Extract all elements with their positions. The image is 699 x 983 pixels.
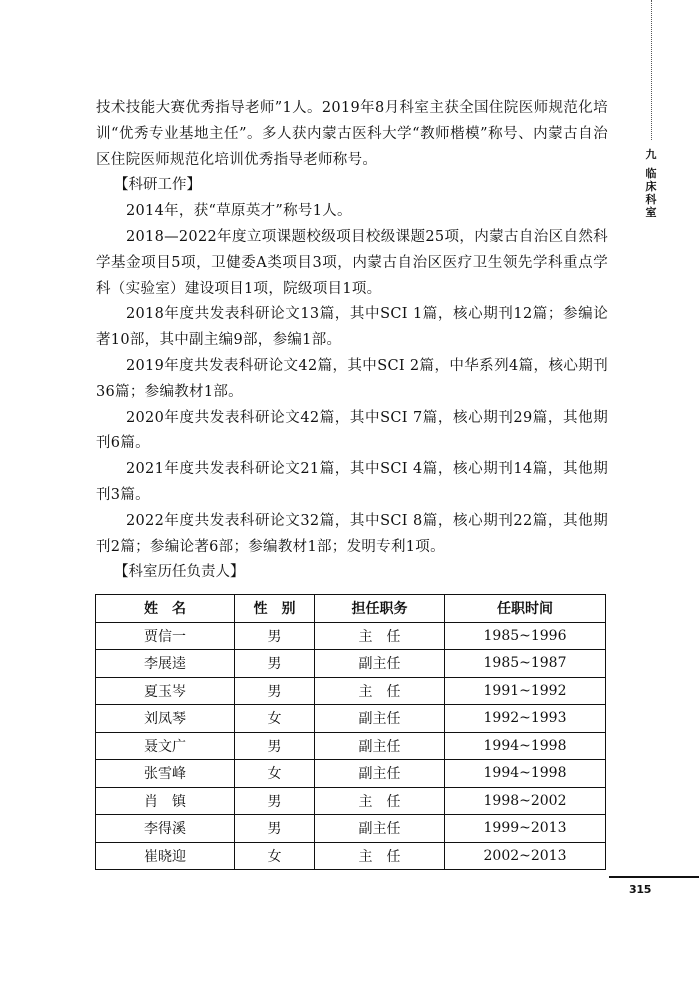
cell-name: 夏玉岑	[96, 677, 235, 705]
cell-position: 主 任	[315, 622, 445, 650]
cell-term: 1985~1996	[445, 622, 606, 650]
table-header-row	[96, 595, 606, 623]
header-name: 姓 名	[96, 595, 235, 623]
cell-gender: 男	[235, 622, 315, 650]
chapter-side-tab	[642, 148, 660, 219]
cell-term: 1998~2002	[445, 787, 606, 815]
chapter-title-char: 室	[645, 206, 657, 219]
cell-name: 崔晓迎	[96, 842, 235, 870]
cell-position: 主 任	[315, 842, 445, 870]
cell-name: 贾信一	[96, 622, 235, 650]
cell-term: 1991~1992	[445, 677, 606, 705]
chapter-title-char: 临	[645, 167, 657, 180]
cell-name: 肖 镇	[96, 787, 235, 815]
cell-term: 1992~1993	[445, 705, 606, 733]
table-row	[96, 787, 606, 815]
research-paragraph: 2018—2022年度立项课题校级项目校级课题25项，内蒙古自治区自然科学基金项目5项，卫健委A类项目3项，内蒙古自治区医疗卫生领先学科重点学科（实验室）建设项目1项，院级项目1项。	[96, 228, 608, 297]
cell-position: 副主任	[315, 815, 445, 843]
cell-term: 1994~1998	[445, 732, 606, 760]
chapter-title-char: 床	[645, 180, 657, 193]
cell-term: 1994~1998	[445, 760, 606, 788]
table-row	[96, 732, 606, 760]
research-paragraph: 2014年，获“草原英才”称号1人。	[126, 203, 352, 220]
cell-position: 副主任	[315, 705, 445, 733]
cell-position: 主 任	[315, 787, 445, 815]
cell-name: 李展逵	[96, 650, 235, 678]
leaders-heading: 【科室历任负责人】	[114, 564, 245, 581]
header-position: 担任职务	[315, 595, 445, 623]
cell-gender: 男	[235, 732, 315, 760]
leaders-table	[95, 594, 606, 870]
research-paragraph: 2022年度共发表科研论文32篇，其中SCI 8篇，核心期刊22篇，其他期刊2篇；参编论著6部；参编教材1部；发明专利1项。	[96, 512, 608, 555]
research-paragraph: 2019年度共发表科研论文42篇，其中SCI 2篇，中华系列4篇，核心期刊36篇；参编教材1部。	[96, 357, 608, 400]
cell-position: 主 任	[315, 677, 445, 705]
research-paragraph: 2021年度共发表科研论文21篇，其中SCI 4篇，核心期刊14篇，其他期刊3篇。	[96, 461, 608, 503]
cell-name: 刘凤琴	[96, 705, 235, 733]
table-row	[96, 622, 606, 650]
cell-name: 聂文广	[96, 732, 235, 760]
cell-gender: 男	[235, 815, 315, 843]
cell-term: 1999~2013	[445, 815, 606, 843]
research-heading: 【科研工作】	[114, 177, 201, 194]
research-paragraph: 2018年度共发表科研论文13篇，其中SCI 1篇，核心期刊12篇；参编论著10部，其中副主编9部，参编1部。	[96, 306, 608, 349]
table-row	[96, 705, 606, 733]
page-number-block	[609, 876, 699, 904]
table-row	[96, 842, 606, 870]
cell-term: 2002~2013	[445, 842, 606, 870]
header-gender: 性 别	[235, 595, 315, 623]
cell-gender: 女	[235, 705, 315, 733]
cell-position: 副主任	[315, 732, 445, 760]
cell-gender: 女	[235, 842, 315, 870]
side-dotted-line	[651, 0, 652, 140]
cell-position: 副主任	[315, 760, 445, 788]
chapter-number: 九	[645, 148, 657, 161]
page-body	[96, 96, 608, 586]
cell-name: 李得溪	[96, 815, 235, 843]
cell-gender: 男	[235, 787, 315, 815]
table-row	[96, 677, 606, 705]
cell-term: 1985~1987	[445, 650, 606, 678]
cell-name: 张雪峰	[96, 760, 235, 788]
chapter-title-char: 科	[645, 193, 657, 206]
header-term: 任职时间	[445, 595, 606, 623]
award-paragraph: 技术技能大赛优秀指导老师”1人。2019年8月科室主获全国住院医师规范化培训“优秀专业基地主任”。多人获内蒙古医科大学“教师楷模”称号、内蒙古自治区住院医师规范化培训优秀指导老师称号。	[96, 100, 608, 168]
page-number: 315	[629, 883, 652, 896]
cell-gender: 男	[235, 650, 315, 678]
cell-gender: 男	[235, 677, 315, 705]
table-row	[96, 815, 606, 843]
cell-gender: 女	[235, 760, 315, 788]
cell-position: 副主任	[315, 650, 445, 678]
table-row	[96, 650, 606, 678]
research-paragraph: 2020年度共发表科研论文42篇，其中SCI 7篇，核心期刊29篇，其他期刊6篇。	[96, 409, 608, 452]
table-row	[96, 760, 606, 788]
